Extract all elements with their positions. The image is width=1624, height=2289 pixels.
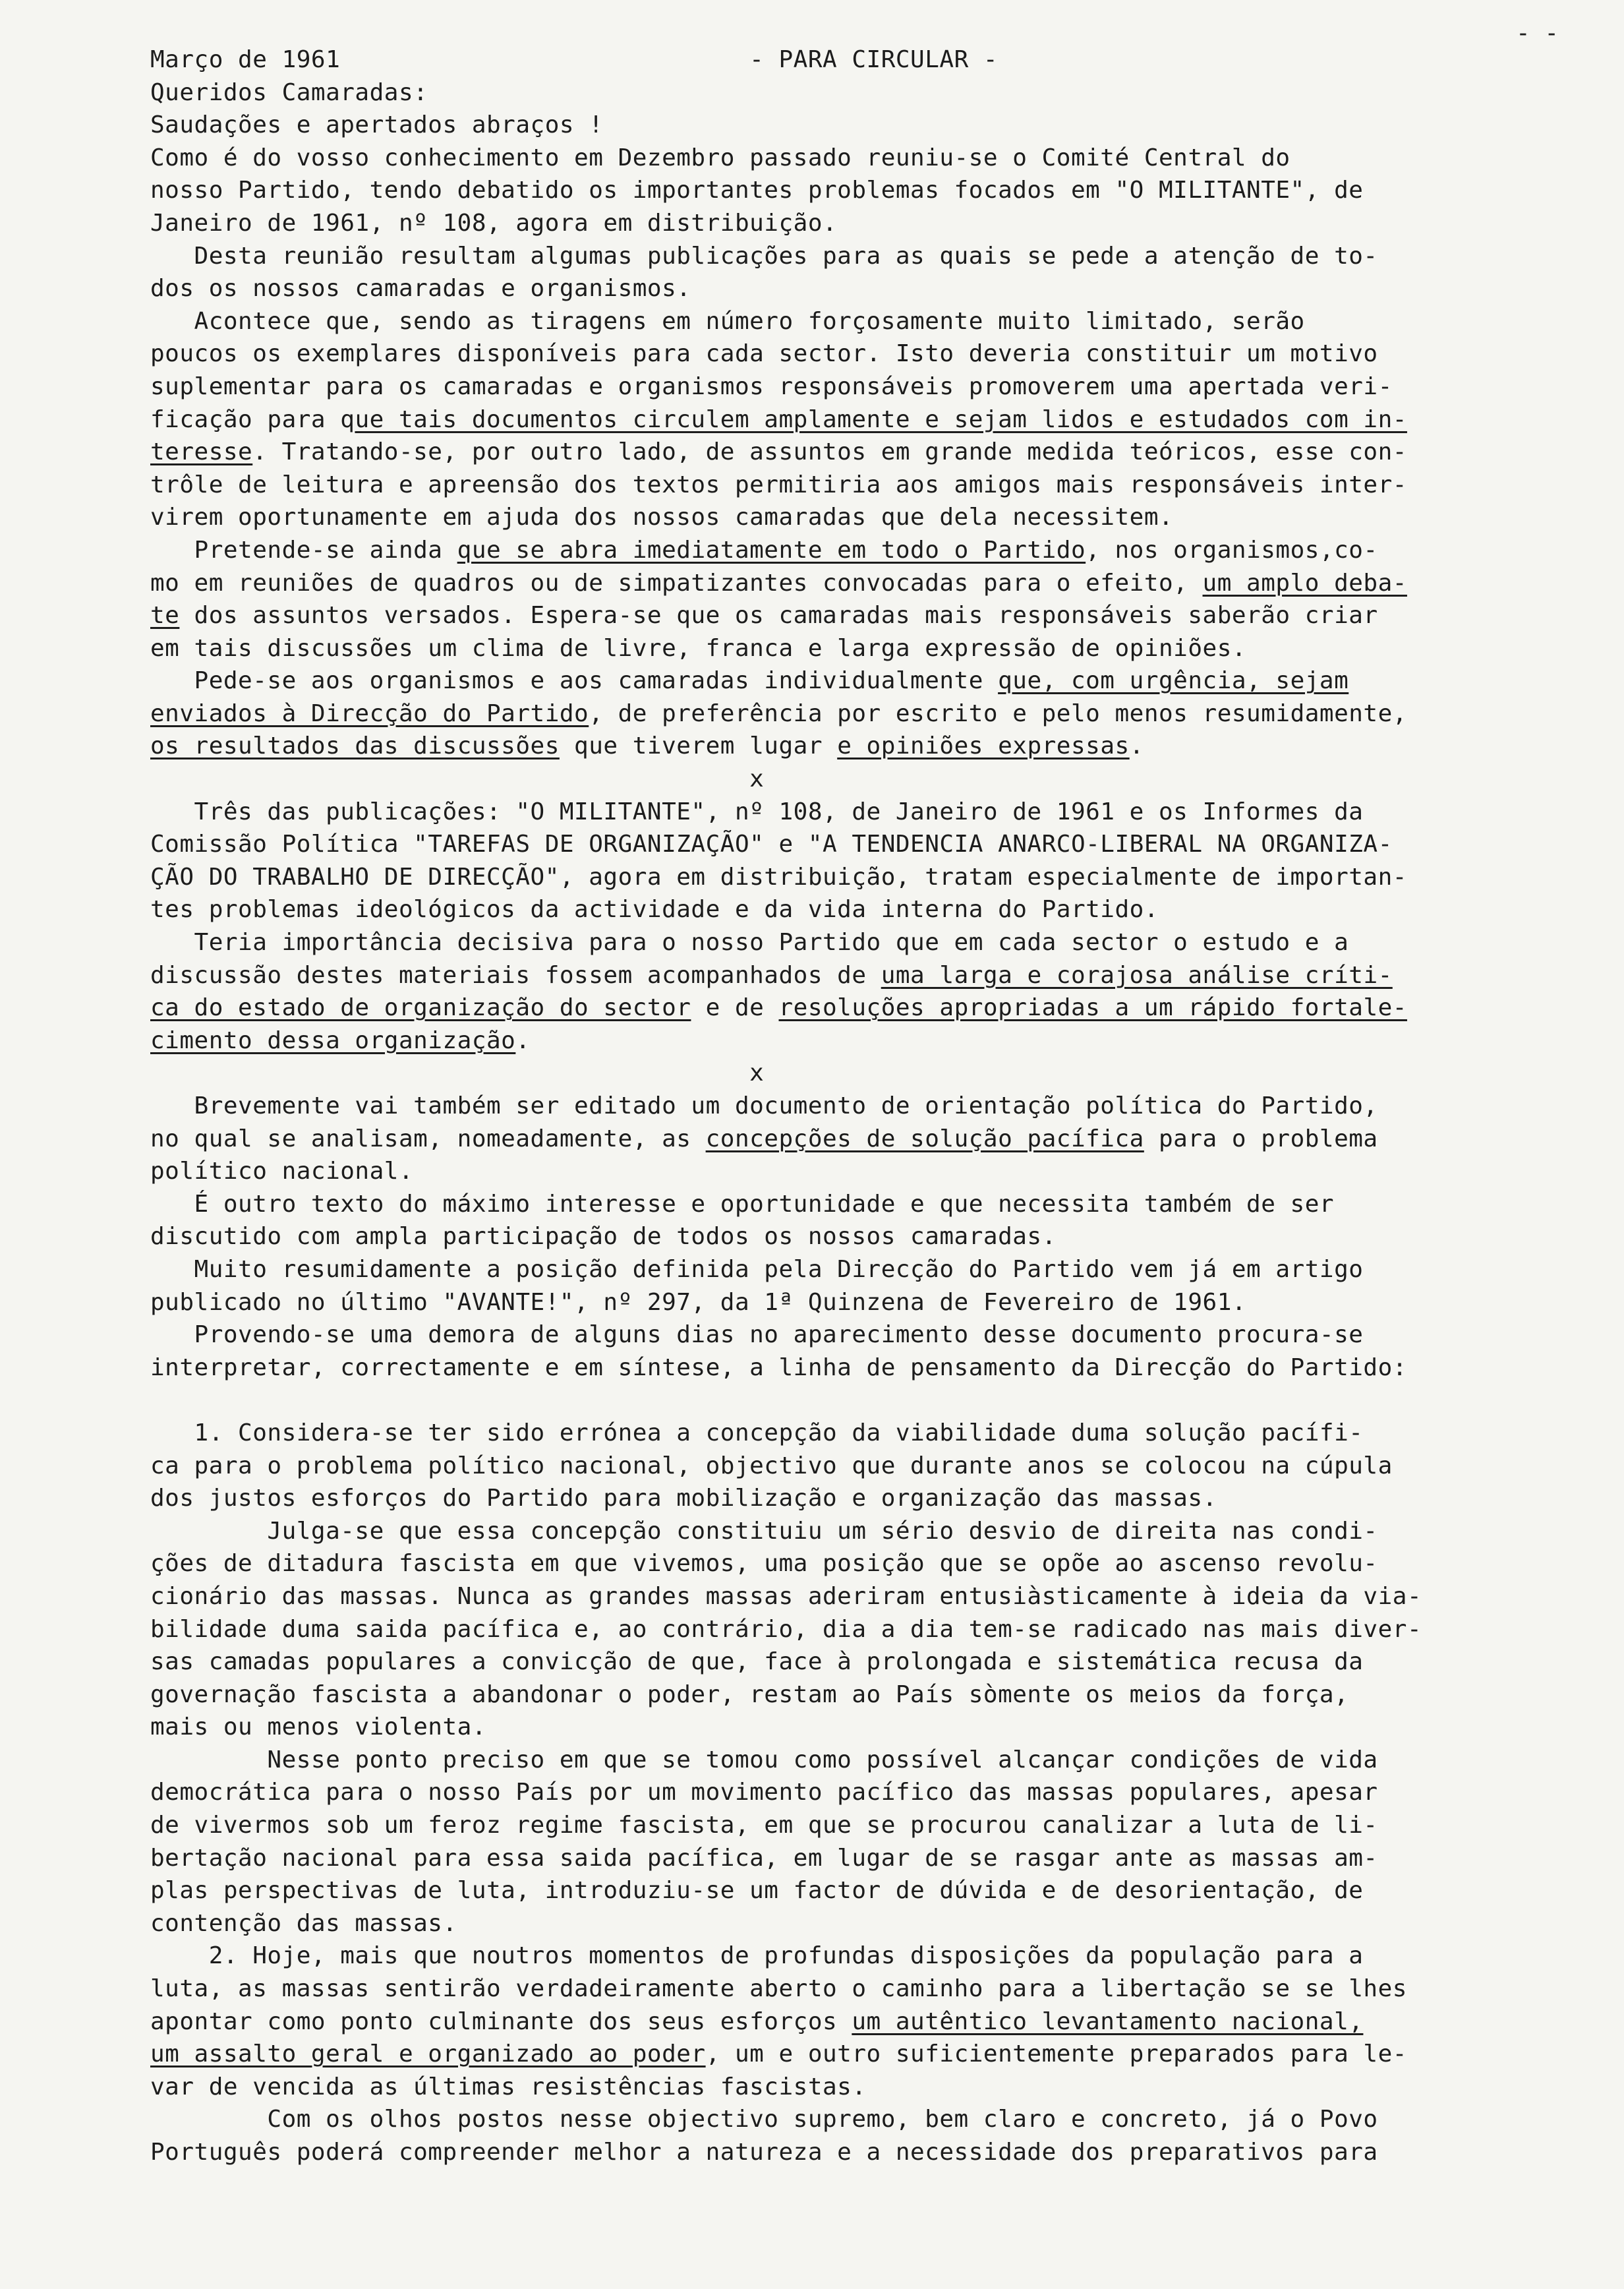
line-text: , nos organismos,co-	[1086, 536, 1378, 564]
line-text: . Tratando-se, por outro lado, de assuntos em grande medida teóricos, esse con-	[252, 438, 1407, 466]
line-text: cionário das massas. Nunca as grandes massas aderiram entusiàsticamente à ideia da via-	[150, 1582, 1422, 1610]
text-line	[150, 469, 1574, 502]
line-text: Brevemente vai também ser editado um documento de orientação política do Partido,	[150, 1092, 1378, 1119]
line-text: Queridos Camaradas:	[150, 78, 428, 106]
line-text: interpretar, correctamente e em síntese, a linha de pensamento da Direcção do Partido:	[150, 1353, 1407, 1381]
text-line	[150, 1515, 1574, 1548]
underlined-text: que se abra imediatamente em todo o Partido	[457, 536, 1086, 564]
text-line	[150, 338, 1574, 371]
text-line	[150, 1090, 1574, 1123]
text-line	[150, 1679, 1574, 1711]
line-text: Como é do vosso conhecimento em Dezembro passado reuniu-se o Comité Central do	[150, 144, 1290, 171]
line-text: x	[150, 1059, 765, 1087]
text-line	[150, 1907, 1574, 1940]
text-line	[150, 665, 1574, 698]
text-line	[150, 272, 1574, 305]
line-text: 2. Hoje, mais que noutros momentos de profundas disposições da população para a	[150, 1942, 1364, 1970]
text-line	[150, 2136, 1574, 2169]
line-text: , de preferência por escrito e pelo menos resumidamente,	[589, 699, 1407, 727]
underlined-text: cimento dessa organização	[150, 1026, 516, 1054]
line-text: contenção das massas.	[150, 1909, 457, 1937]
circulation-label: - PARA CIRCULAR -	[749, 46, 999, 73]
line-text: Pretende-se ainda	[150, 536, 457, 564]
underlined-text: teresse	[150, 438, 253, 466]
text-line	[150, 2006, 1574, 2038]
line-text: luta, as massas sentirão verdadeiramente aberto o caminho para a libertação se se lhes	[150, 1975, 1407, 2003]
letter-lines	[150, 76, 1574, 2169]
text-line	[150, 1057, 1574, 1090]
text-line	[150, 828, 1574, 861]
text-line	[150, 174, 1574, 207]
text-line	[150, 305, 1574, 338]
line-text: mo em reuniões de quadros ou de simpatizantes convocadas para o efeito,	[150, 569, 1203, 597]
line-text: var de vencida as últimas resistências fascistas.	[150, 2073, 867, 2100]
line-text: democrática para o nosso País por um movimento pacífico das massas populares, apesar	[150, 1779, 1378, 1806]
underlined-text: um assalto geral e organizado ao poder	[150, 2040, 706, 2068]
line-text: plas perspectivas de luta, introduziu-se um factor de dúvida e de desorientação, de	[150, 1877, 1364, 1905]
line-text: Pede-se aos organismos e aos camaradas individualmente	[150, 667, 999, 695]
line-text: Acontece que, sendo as tiragens em número forçosamente muito limitado, serão	[150, 307, 1305, 335]
line-text: mais ou menos violenta.	[150, 1713, 486, 1741]
line-text: Janeiro de 1961, nº 108, agora em distribuição.	[150, 209, 838, 237]
text-line	[150, 893, 1574, 926]
line-text: Nesse ponto preciso em que se tomou como possível alcançar condições de vida	[150, 1746, 1378, 1773]
text-line	[150, 567, 1574, 600]
underlined-text: um amplo deba-	[1202, 569, 1407, 597]
line-text: x	[150, 765, 765, 793]
text-line	[150, 698, 1574, 730]
line-text: governação fascista a abandonar o poder, restam ao País sòmente os meios da força,	[150, 1680, 1349, 1708]
underlined-text: resoluções apropriadas a um rápido fortale-	[778, 994, 1407, 1022]
text-line	[150, 599, 1574, 632]
line-text: ca para o problema político nacional, objectivo que durante anos se colocou na cúpula	[150, 1452, 1393, 1479]
line-text: virem oportunamente em ajuda dos nossos camaradas que dela necessitem.	[150, 504, 1174, 531]
text-line	[150, 959, 1574, 992]
line-text: Saudações e apertados abraços !	[150, 111, 604, 139]
text-line	[150, 2038, 1574, 2071]
line-text: dos justos esforços do Partido para mobilização e organização das massas.	[150, 1485, 1217, 1512]
text-line	[150, 1417, 1574, 1450]
text-line	[150, 1940, 1574, 1973]
underlined-text: uma larga e corajosa análise críti-	[881, 961, 1393, 989]
text-line	[150, 1155, 1574, 1188]
line-text: suplementar para os camaradas e organismos responsáveis promoverem uma apertada veri-	[150, 372, 1393, 400]
line-text: no qual se analisam, nomeadamente, as	[150, 1125, 706, 1152]
underlined-text: enviados à Direcção do Partido	[150, 699, 589, 727]
document-body	[150, 44, 1574, 2169]
line-text: Desta reunião resultam algumas publicações para as quais se pede a atenção de to-	[150, 242, 1378, 270]
line-text: 1. Considera-se ter sido errónea a concepção da viabilidade duma solução pacífi-	[150, 1419, 1364, 1446]
line-text: Muito resumidamente a posição definida pela Direcção do Partido vem já em artigo	[150, 1255, 1364, 1283]
text-line	[150, 501, 1574, 534]
text-line	[150, 1319, 1574, 1352]
line-text: discutido com ampla participação de todos os nossos camaradas.	[150, 1223, 1057, 1251]
text-line	[150, 763, 1574, 796]
line-text: publicado no último "AVANTE!", nº 297, da 1ª Quinzena de Fevereiro de 1961.	[150, 1288, 1247, 1316]
text-line	[150, 109, 1574, 142]
line-text: ficação para q	[150, 405, 355, 433]
underlined-text: ue tais documentos circulem amplamente e sejam lidos e estudados com in-	[355, 405, 1407, 433]
line-text: , um e outro suficientemente preparados para le-	[705, 2040, 1407, 2068]
line-text: .	[515, 1026, 531, 1054]
underlined-text: que, com urgência, sejam	[998, 667, 1349, 695]
text-line	[150, 76, 1574, 109]
text-line	[150, 240, 1574, 273]
text-line	[150, 1123, 1574, 1156]
text-line	[150, 2103, 1574, 2136]
text-line	[150, 1352, 1574, 1384]
underlined-text: ca do estado de organização do sector	[150, 994, 691, 1022]
line-text: para o problema	[1144, 1125, 1378, 1152]
text-line	[150, 1253, 1574, 1286]
text-line	[150, 1973, 1574, 2006]
text-line	[150, 1580, 1574, 1613]
line-text: É outro texto do máximo interesse e oportunidade e que necessita também de ser	[150, 1190, 1335, 1218]
line-text: dos os nossos camaradas e organismos.	[150, 275, 691, 303]
line-text: .	[1129, 732, 1144, 760]
underlined-text: os resultados das discussões	[150, 732, 560, 760]
line-text: Com os olhos postos nesse objectivo supremo, bem claro e concreto, já o Povo	[150, 2106, 1378, 2133]
underlined-text: e opiniões expressas	[837, 732, 1130, 760]
text-line	[150, 1874, 1574, 1907]
line-text: nosso Partido, tendo debatido os importantes problemas focados em "O MILITANTE", de	[150, 177, 1364, 204]
underlined-text: concepções de solução pacífica	[705, 1125, 1144, 1152]
text-line	[150, 1646, 1574, 1679]
text-line	[150, 1482, 1574, 1515]
header-gap	[340, 46, 749, 73]
line-text: político nacional.	[150, 1158, 414, 1185]
line-text: tes problemas ideológicos da actividade e da vida interna do Partido.	[150, 896, 1159, 924]
line-text: e de	[691, 994, 779, 1022]
text-line	[150, 861, 1574, 894]
line-text: poucos os exemplares disponíveis para cada sector. Isto deveria constituir um motivo	[150, 340, 1378, 368]
text-line	[150, 1809, 1574, 1842]
document-date: Março de 1961	[150, 46, 341, 73]
text-line	[150, 142, 1574, 175]
line-text: trôle de leitura e apreensão dos textos permitiria aos amigos mais responsáveis inter-	[150, 471, 1407, 498]
line-text: bilidade duma saida pacífica e, ao contrário, dia a dia tem-se radicado nas mais diver-	[150, 1615, 1422, 1643]
text-line	[150, 2071, 1574, 2104]
text-line	[150, 207, 1574, 240]
text-line	[150, 1776, 1574, 1809]
line-text: dos assuntos versados. Espera-se que os camaradas mais responsáveis saberão criar	[179, 602, 1378, 630]
text-line	[150, 1025, 1574, 1057]
text-line	[150, 1384, 1574, 1417]
text-line	[150, 1613, 1574, 1646]
underlined-text: te	[150, 602, 180, 630]
text-line	[150, 1711, 1574, 1744]
text-line	[150, 371, 1574, 403]
line-text: Teria importância decisiva para o nosso Partido que em cada sector o estudo e a	[150, 929, 1349, 957]
line-text: Português poderá compreender melhor a natureza e a necessidade dos preparativos para	[150, 2139, 1378, 2166]
text-line	[150, 1286, 1574, 1319]
text-line	[150, 730, 1574, 763]
line-text: em tais discussões um clima de livre, franca e larga expressão de opiniões.	[150, 634, 1247, 662]
line-text: ções de ditadura fascista em que vivemos, uma posição que se opõe ao ascenso revolu-	[150, 1550, 1378, 1578]
text-line	[150, 1220, 1574, 1253]
line-text: apontar como ponto culminante dos seus esforços	[150, 2007, 852, 2035]
line-text: ÇÃO DO TRABALHO DE DIRECÇÃO", agora em distribuição, tratam especialmente de importan-	[150, 863, 1407, 891]
text-line	[150, 796, 1574, 829]
line-text: sas camadas populares a convicção de que, face à prolongada e sistemática recusa da	[150, 1648, 1364, 1676]
line-text: bertação nacional para essa saida pacífica, em lugar de se rasgar ante as massas am-	[150, 1844, 1378, 1872]
line-text: Três das publicações: "O MILITANTE", nº 108, de Janeiro de 1961 e os Informes da	[150, 798, 1364, 825]
line-text: Provendo-se uma demora de alguns dias no aparecimento desse documento procura-se	[150, 1321, 1364, 1349]
text-line	[150, 1547, 1574, 1580]
text-line	[150, 534, 1574, 567]
header-line	[150, 44, 1574, 76]
text-line	[150, 436, 1574, 469]
corner-mark: - -	[1516, 20, 1559, 47]
text-line	[150, 403, 1574, 436]
line-text: de vivermos sob um feroz regime fascista, em que se procurou canalizar a luta de li-	[150, 1812, 1378, 1839]
line-text: discussão destes materiais fossem acompanhados de	[150, 961, 881, 989]
text-line	[150, 632, 1574, 665]
line-text: Comissão Política "TAREFAS DE ORGANIZAÇÃO" e "A TENDENCIA ANARCO-LIBERAL NA ORGANIZA-	[150, 831, 1393, 858]
text-line	[150, 1188, 1574, 1221]
text-line	[150, 992, 1574, 1025]
text-line	[150, 1450, 1574, 1483]
text-line	[150, 1842, 1574, 1875]
text-line	[150, 1744, 1574, 1777]
line-text: Julga-se que essa concepção constituiu um sério desvio de direita nas condi-	[150, 1517, 1378, 1545]
line-text: que tiverem lugar	[559, 732, 838, 760]
text-line	[150, 926, 1574, 959]
underlined-text: um autêntico levantamento nacional,	[852, 2007, 1364, 2035]
